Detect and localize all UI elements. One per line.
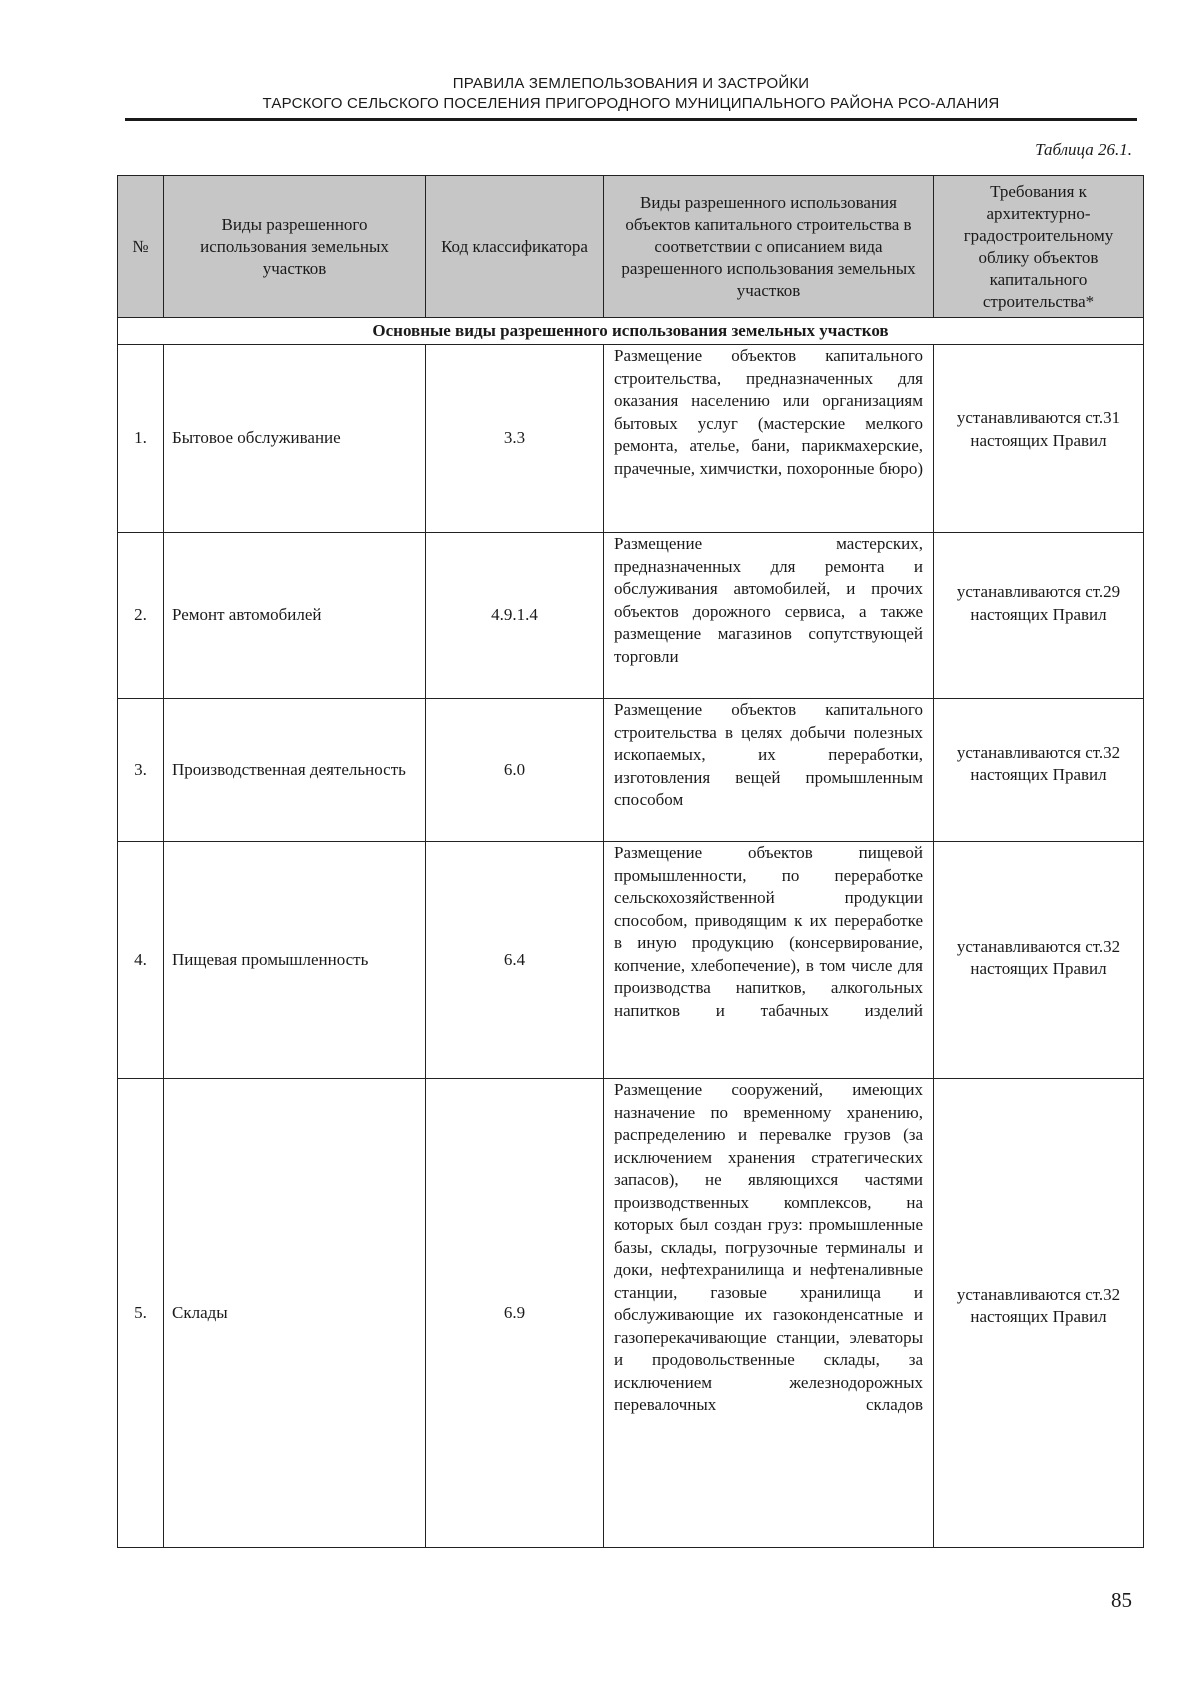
row-desc: Размещение сооружений, имеющих назначение по временному хранению, распределению и перевалке грузов (за исключением хранения стратегических запасов), не являющихся частями производственных комплексов, на которых был создан груз: промышленные базы, склады, погрузочные терминалы и доки, нефтехранилища и нефтеналивные станции, газовые хранилища и обслуживающие их газоконденсатные и газоперекачивающие станции, элеваторы и продовольственные склады, за исключением железнодорожных перевалочных складов: [604, 1079, 934, 1548]
row-req-text: устанавливаются ст.31 настоящих Правил: [956, 408, 1121, 450]
section-row: [118, 318, 1144, 345]
col-header-code: Код классификатора: [426, 176, 604, 318]
row-code: 6.4: [426, 842, 604, 1079]
section-title: Основные виды разрешенного использования земельных участков: [118, 318, 1144, 345]
row-code: 6.9: [426, 1079, 604, 1548]
row-desc: Размещение объектов капитального строительства, предназначенных для оказания населению или организациям бытовых услуг (мастерские мелкого ремонта, ателье, бани, парикмахерские, прачечные, химчистки, похоронные бюро): [604, 345, 934, 533]
land-use-table: [117, 175, 1144, 1548]
row-req: [934, 1079, 1144, 1548]
row-req-text: устанавливаются ст.32 настоящих Правил: [956, 742, 1121, 784]
row-kind: Ремонт автомобилей: [164, 533, 426, 699]
col-header-desc: Виды разрешенного использования объектов капитального строительства в соответствии с описанием вида разрешенного использования земельных участков: [604, 176, 934, 318]
document-header: [125, 74, 1137, 114]
table-header-row: [118, 176, 1144, 318]
row-num: 1.: [118, 345, 164, 533]
row-req: [934, 842, 1144, 1079]
table-row: [118, 345, 1144, 533]
row-code: 6.0: [426, 699, 604, 842]
header-line-2: ТАРСКОГО СЕЛЬСКОГО ПОСЕЛЕНИЯ ПРИГОРОДНОГО МУНИЦИПАЛЬНОГО РАЙОНА РСО-АЛАНИЯ: [262, 95, 1000, 112]
row-code: 3.3: [426, 345, 604, 533]
row-num: 3.: [118, 699, 164, 842]
row-desc: Размещение объектов пищевой промышленности, по переработке сельскохозяйственной продукции способом, приводящим к их переработке в иную продукцию (консервирование, копчение, хлебопечение), в том числе для производства напитков, алкогольных напитков и табачных изделий: [604, 842, 934, 1079]
header-rule: [125, 118, 1137, 121]
table-row: [118, 699, 1144, 842]
row-kind: Склады: [164, 1079, 426, 1548]
row-req: [934, 533, 1144, 699]
table-caption: Таблица 26.1.: [1035, 140, 1132, 159]
row-req: [934, 345, 1144, 533]
row-desc: Размещение объектов капитального строительства в целях добычи полезных ископаемых, их переработки, изготовления вещей промышленным способом: [604, 699, 934, 842]
page-number: 85: [1111, 1588, 1132, 1612]
row-num: 2.: [118, 533, 164, 699]
row-req-text: устанавливаются ст.32 настоящих Правил: [956, 1284, 1121, 1326]
row-kind: Бытовое обслуживание: [164, 345, 426, 533]
col-header-kind: Виды разрешенного использования земельных участков: [164, 176, 426, 318]
col-header-req: Требования к архитектурно-градостроительному облику объектов капитального строительства*: [934, 176, 1144, 318]
table-row: [118, 533, 1144, 699]
row-desc: Размещение мастерских, предназначенных для ремонта и обслуживания автомобилей, и прочих объектов дорожного сервиса, а также размещение магазинов сопутствующей торговли: [604, 533, 934, 699]
table-row: [118, 1079, 1144, 1548]
header-line-1: ПРАВИЛА ЗЕМЛЕПОЛЬЗОВАНИЯ И ЗАСТРОЙКИ: [452, 75, 810, 92]
row-kind: Пищевая промышленность: [164, 842, 426, 1079]
table-row: [118, 842, 1144, 1079]
row-req-text: устанавливаются ст.32 настоящих Правил: [956, 936, 1121, 978]
row-req-text: устанавливаются ст.29 настоящих Правил: [956, 582, 1121, 624]
row-req: [934, 699, 1144, 842]
row-num: 4.: [118, 842, 164, 1079]
row-num: 5.: [118, 1079, 164, 1548]
col-header-num: №: [118, 176, 164, 318]
row-kind: Производственная деятельность: [164, 699, 426, 842]
row-code: 4.9.1.4: [426, 533, 604, 699]
